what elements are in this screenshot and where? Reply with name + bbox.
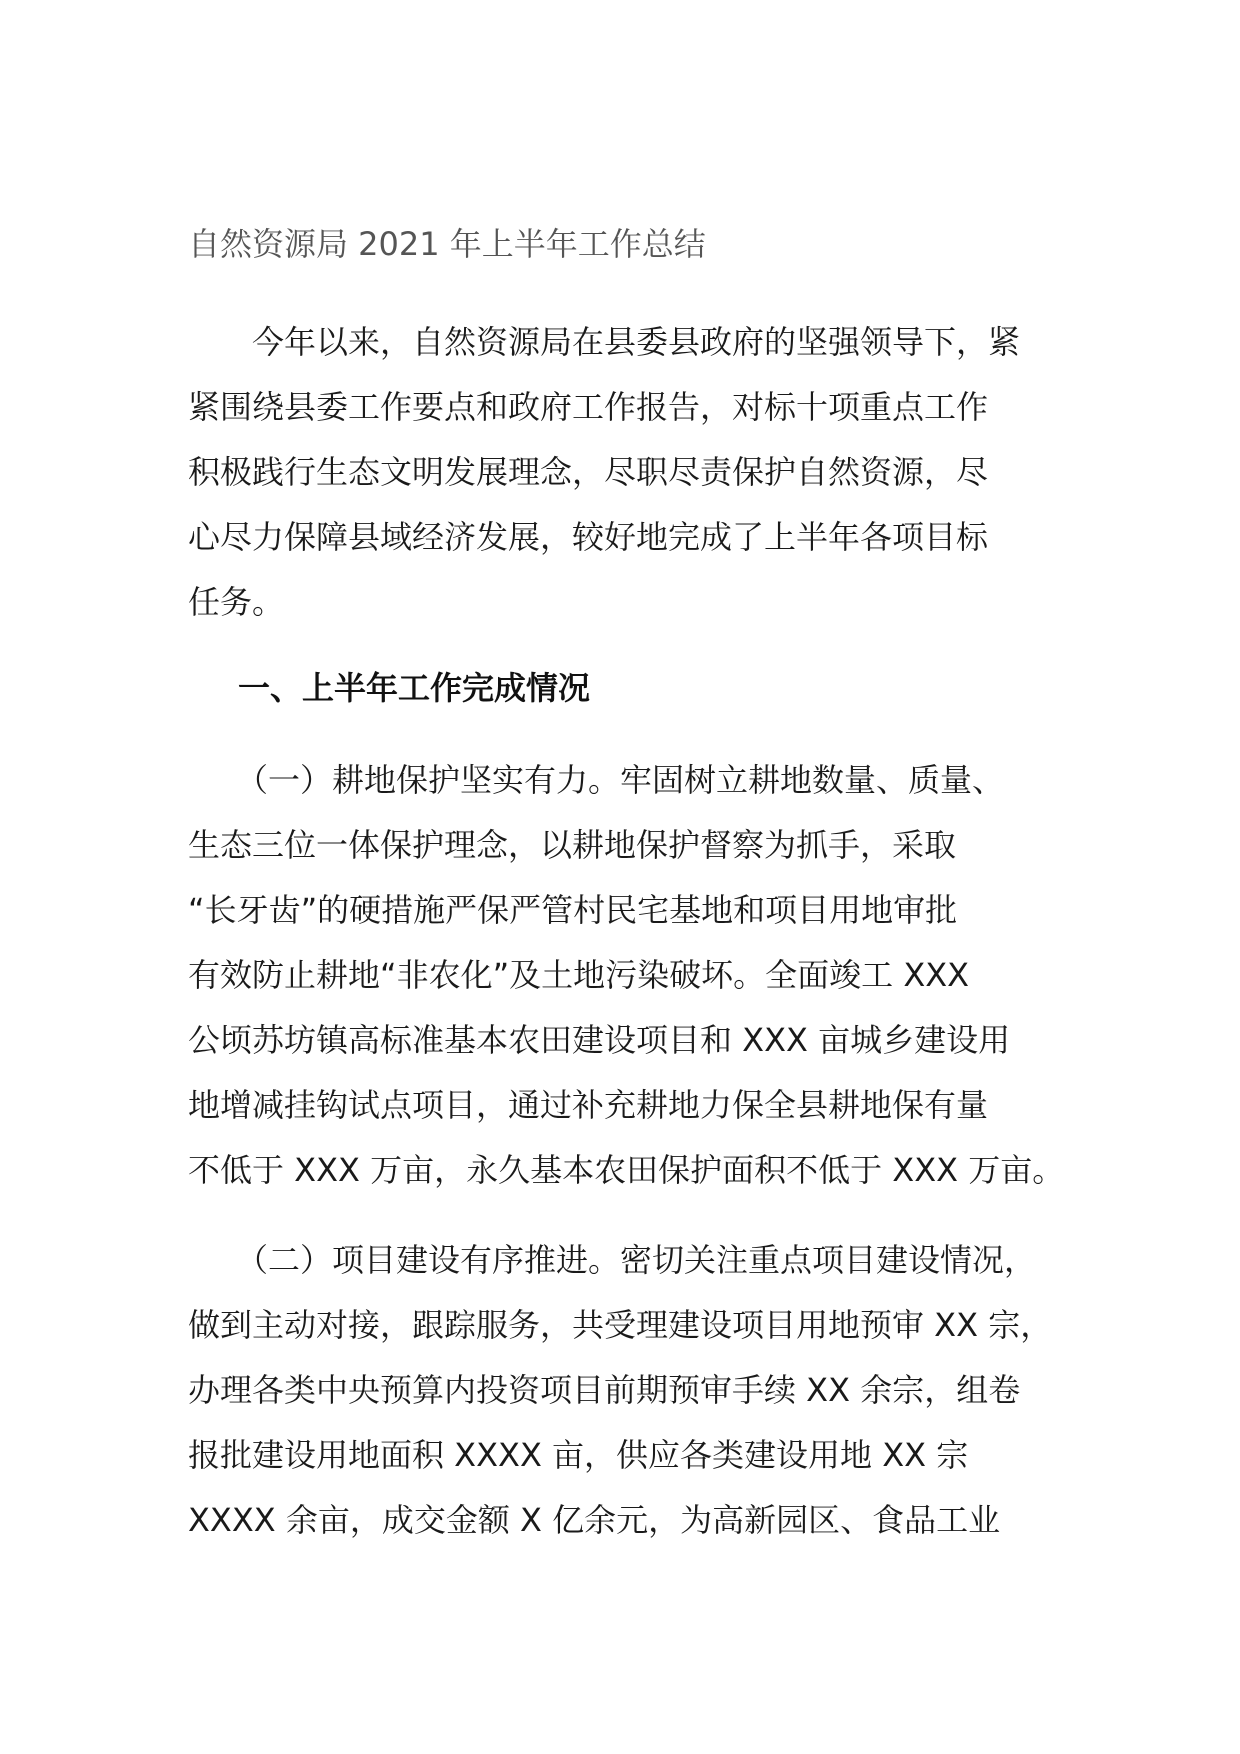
text-line: 有效防止耕地“非农化”及土地污染破坏。全面竣工 XXX <box>188 956 970 994</box>
text-line: 心尽力保障县域经济发展，较好地完成了上半年各项目标 <box>188 518 989 556</box>
text-line: （二）项目建设有序推进。密切关注重点项目建设情况， <box>188 1241 1037 1279</box>
text-line: XXXX 余亩，成交金额 X 亿余元，为高新园区、食品工业 <box>188 1501 1001 1539</box>
paragraph-projects <box>188 1228 1068 1553</box>
text-line: 积极践行生态文明发展理念，尽职尽责保护自然资源，尽 <box>188 453 989 491</box>
text-line: 做到主动对接，跟踪服务，共受理建设项目用地预审 XX 宗， <box>188 1306 1053 1344</box>
paragraph-farmland <box>188 748 1068 1203</box>
text-line: “长牙齿”的硬措施严保严管村民宅基地和项目用地审批 <box>188 891 958 929</box>
text-line: 公顷苏坊镇高标准基本农田建设项目和 XXX 亩城乡建设用 <box>188 1021 1011 1059</box>
text-line: 今年以来，自然资源局在县委县政府的坚强领导下，紧 <box>188 323 1021 361</box>
text-line: 任务。 <box>188 583 285 621</box>
text-line: 紧围绕县委工作要点和政府工作报告，对标十项重点工作 <box>188 388 989 426</box>
document-title: 自然资源局 2021 年上半年工作总结 <box>188 225 706 263</box>
text-line: 地增减挂钩试点项目，通过补充耕地力保全县耕地保有量 <box>188 1086 989 1124</box>
text-line: 生态三位一体保护理念，以耕地保护督察为抓手，采取 <box>188 826 957 864</box>
text-line: （一）耕地保护坚实有力。牢固树立耕地数量、质量、 <box>188 761 1005 799</box>
paragraph-intro <box>188 310 1068 635</box>
text-line: 报批建设用地面积 XXXX 亩，供应各类建设用地 XX 宗 <box>188 1436 969 1474</box>
text-line: 不低于 XXX 万亩，永久基本农田保护面积不低于 XXX 万亩。 <box>188 1151 1065 1189</box>
text-line: 办理各类中央预算内投资项目前期预审手续 XX 余宗，组卷 <box>188 1371 1021 1409</box>
section-heading: 一、上半年工作完成情况 <box>238 669 591 707</box>
